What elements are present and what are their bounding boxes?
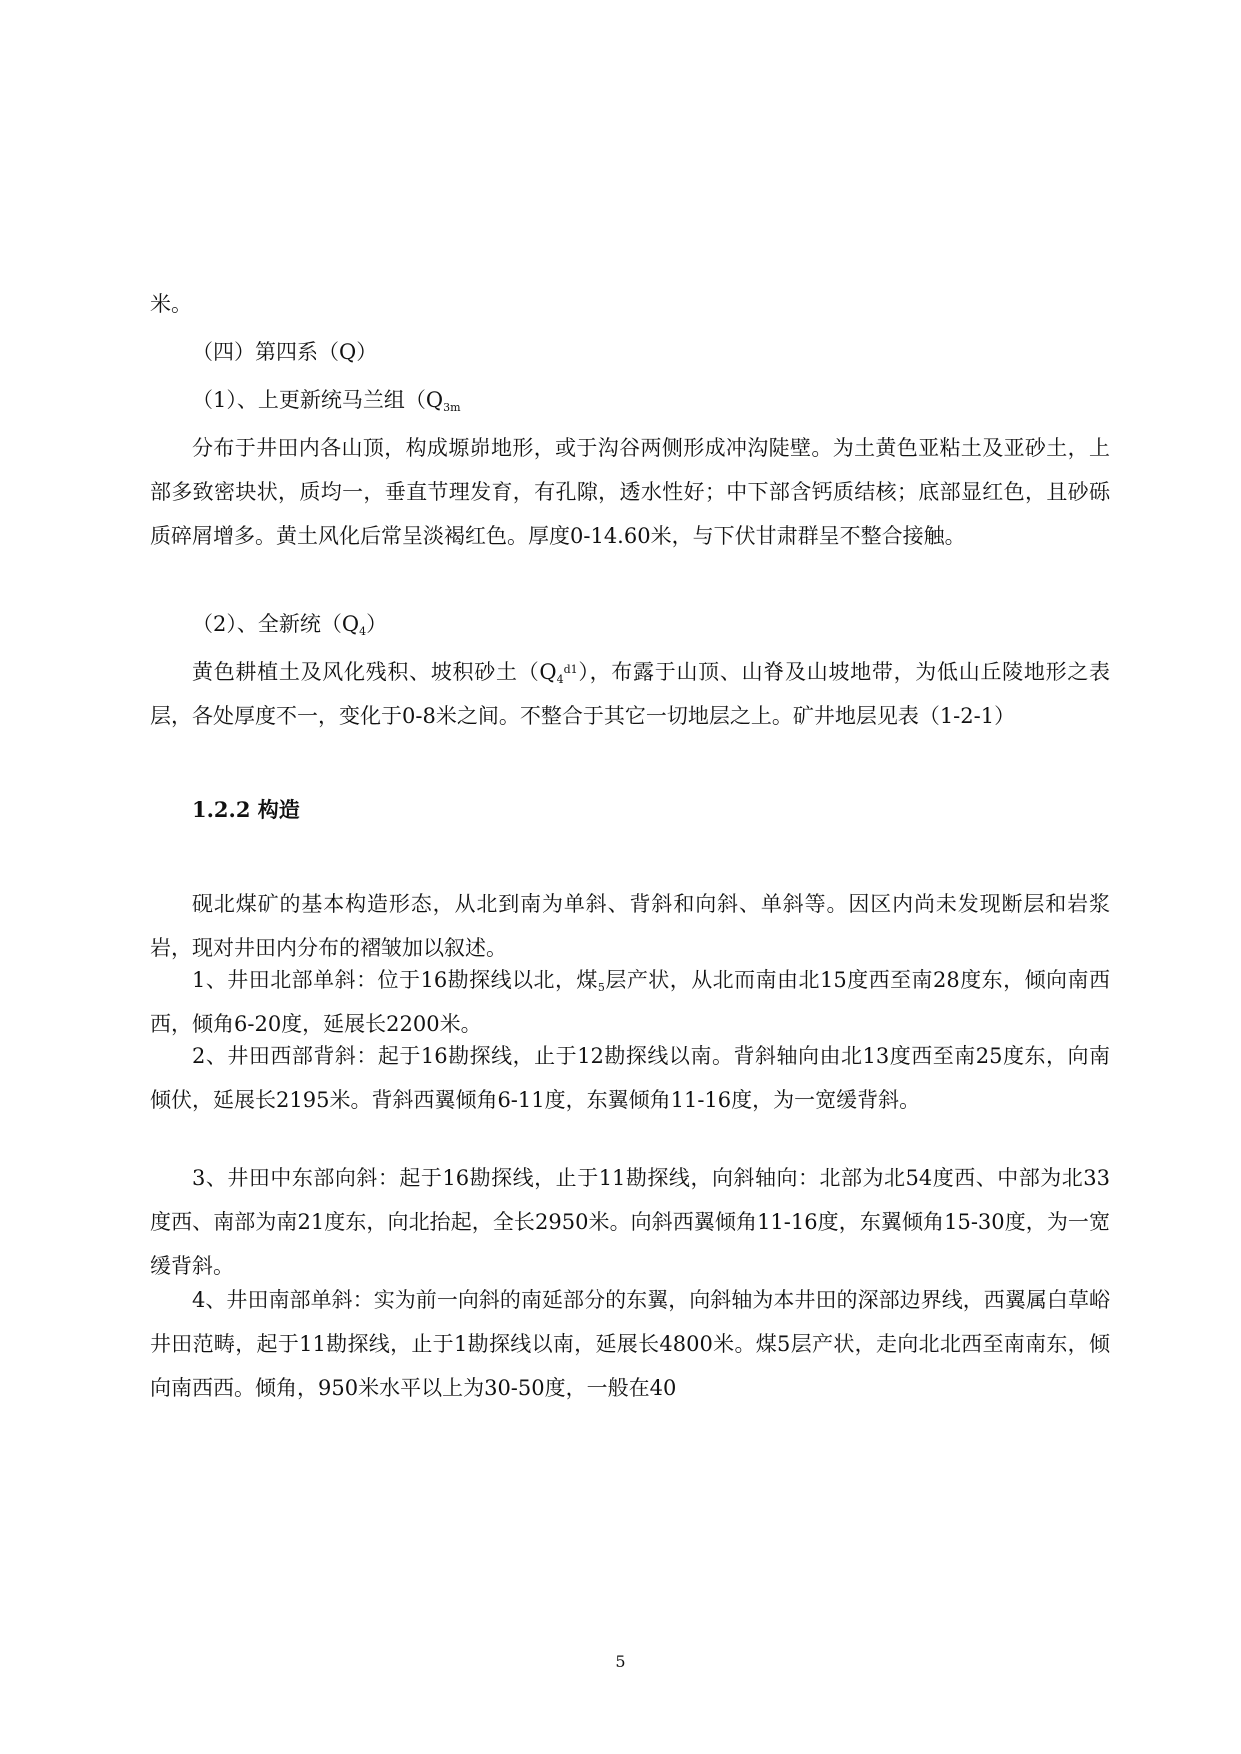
paragraph-south-monocline: 4、井田南部单斜：实为前一向斜的南延部分的东翼，向斜轴为本井田的深部边界线，西翼属白草峪井田范畴，起于11勘探线，止于1勘探线以南，延展长4800米。煤5层产状，走向北北西至南南东，倾向南西西。倾角，950米水平以上为30-50度，一般在40 (150, 1288, 1110, 1400)
paragraph-north-monocline: 1、井田北部单斜：位于16勘探线以北，煤$_5$层产状，从北而南由北15度西至南28度东，倾向南西西，倾角6-20度，延展长2200米。 (150, 968, 1110, 1036)
paragraph-structure-intro: 砚北煤矿的基本构造形态，从北到南为单斜、背斜和向斜、单斜等。因区内尚未发现断层和岩浆岩，现对井田内分布的褶皱加以叙述。 (150, 892, 1110, 960)
paragraph-west-anticline: 2、井田西部背斜：起于16勘探线，止于12勘探线以南。背斜轴向由北13度西至南25度东，向南倾伏，延展长2195米。背斜西翼倾角6-11度，东翼倾角11-16度，为一宽缓背斜。 (150, 1044, 1110, 1112)
subsection-malan-title: （1）、上更新统马兰组（$Q_{3m}$ (192, 388, 461, 414)
paragraph-holocene-description: 黄色耕植土及风化残积、坡积砂土$(Q_4^{d1})$，布露于山顶、山脊及山坡地带，为低山丘陵地形之表层，各处厚度不一，变化于0-8米之间。不整合于其它一切地层之上。矿井地层见表（1-2-1） (150, 660, 1110, 728)
paragraph-continuation: 米。 (150, 292, 192, 316)
paragraph-malan-description: 分布于井田内各山顶，构成塬峁地形，或于沟谷两侧形成冲沟陡壁。为土黄色亚粘土及亚砂土，上部多致密块状，质均一，垂直节理发育，有孔隙，透水性好；中下部含钙质结核；底部显红色，且砂砾质碎屑增多。黄土风化后常呈淡褐红色。厚度0-14.60米，与下伏甘肃群呈不整合接触。 (150, 436, 1110, 548)
heading-structure: 1.2.2 构造 (192, 797, 300, 822)
section-quaternary-title: （四）第四系（Q） (192, 340, 378, 364)
paragraph-central-east-syncline: 3、井田中东部向斜：起于16勘探线，止于11勘探线，向斜轴向：北部为北54度西、中部为北33度西、南部为南21度东，向北抬起，全长2950米。向斜西翼倾角11-16度，东翼倾角15-30度，为一宽缓背斜。 (150, 1166, 1110, 1278)
subsection-holocene-title: （2）、全新统$(Q_4)$ (192, 612, 388, 638)
page-number: 5 (615, 1652, 626, 1671)
